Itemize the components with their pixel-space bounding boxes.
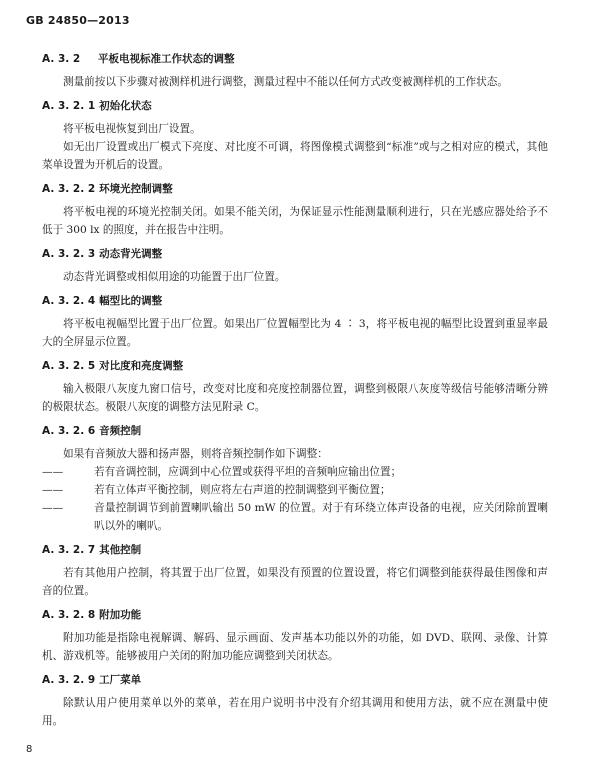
section-a-3-2-6 — [42, 424, 548, 535]
section-number: A. 3. 2. 6 — [42, 425, 96, 437]
section-heading — [42, 52, 548, 67]
paragraph: 输入极限八灰度九窗口信号，改变对比度和亮度控制器位置，调整到极限八灰度等级信号能够清晰分辨的极限状态。极限八灰度的调整方法见附录 C。 — [42, 383, 548, 413]
paragraph: 除默认用户使用菜单以外的菜单，若在用户说明书中没有介绍其调用和使用方法，就不应在测量中使用。 — [42, 697, 548, 727]
list-item-text: 若有立体声平衡控制，则应将左右声道的控制调整到平衡位置； — [94, 484, 391, 496]
dash-marker: —— — [42, 502, 64, 514]
dash-marker: —— — [42, 484, 64, 496]
dash-marker: —— — [42, 466, 64, 478]
section-title: 环境光控制调整 — [99, 183, 173, 195]
section-a-3-2-1 — [42, 99, 548, 174]
paragraph: 将平板电视恢复到出厂设置。 — [63, 123, 201, 135]
section-heading — [42, 543, 548, 558]
section-heading — [42, 424, 548, 439]
section-title: 幅型比的调整 — [99, 295, 163, 307]
list-item-text: 音量控制调节到前置喇叭输出 50 mW 的位置。对于有环绕立体声设备的电视，应关闭除前置喇叭以外的喇叭。 — [94, 502, 548, 532]
section-a-3-2-9 — [42, 673, 548, 730]
section-a-3-2-2 — [42, 182, 548, 239]
paragraph: 如无出厂设置或出厂模式下亮度、对比度不可调，将图像模式调整到“标准”或与之相对应的模式，其他菜单设置为开机后的设置。 — [42, 141, 548, 171]
section-heading — [42, 182, 548, 197]
section-heading — [42, 247, 548, 262]
section-heading — [42, 99, 548, 114]
section-number: A. 3. 2. 3 — [42, 248, 96, 260]
paragraph: 若有其他用户控制，将其置于出厂位置，如果没有预置的位置设置，将它们调整到能获得最佳图像和声音的位置。 — [42, 567, 548, 597]
page-number: 8 — [26, 744, 33, 755]
paragraph: 将平板电视的环境光控制关闭。如果不能关闭，为保证显示性能测量顺利进行，只在光感应器处给予不低于 300 lx 的照度，并在报告中注明。 — [42, 206, 548, 236]
section-a-3-2-3 — [42, 247, 548, 286]
standard-code-header: GB 24850—2013 — [26, 14, 130, 27]
section-a-3-2-7 — [42, 543, 548, 600]
section-a-3-2 — [42, 52, 548, 91]
section-number: A. 3. 2. 7 — [42, 544, 96, 556]
document-body — [42, 52, 548, 730]
section-heading — [42, 359, 548, 374]
section-title: 平板电视标准工作状态的调整 — [98, 53, 235, 65]
section-title: 动态背光调整 — [99, 248, 163, 260]
section-title: 音频控制 — [99, 425, 142, 437]
section-number: A. 3. 2. 1 — [42, 100, 96, 112]
list-item — [42, 463, 548, 481]
list-item — [42, 499, 548, 535]
section-a-3-2-8 — [42, 608, 548, 665]
section-title: 对比度和亮度调整 — [99, 360, 184, 372]
paragraph: 动态背光调整或相似用途的功能置于出厂位置。 — [63, 271, 286, 283]
section-number: A. 3. 2. 9 — [42, 674, 96, 686]
section-title: 初始化状态 — [99, 100, 152, 112]
list-item-text: 若有音调控制，应调到中心位置或获得平坦的音频响应输出位置； — [94, 466, 402, 478]
paragraph: 测量前按以下步骤对被测样机进行调整，测量过程中不能以任何方式改变被测样机的工作状态。 — [63, 76, 508, 88]
section-a-3-2-4 — [42, 294, 548, 351]
paragraph: 将平板电视幅型比置于出厂位置。如果出厂位置幅型比为 4 ∶ 3，将平板电视的幅型比设置到重显率最大的全屏显示位置。 — [42, 318, 548, 348]
section-heading — [42, 673, 548, 688]
section-title: 工厂菜单 — [99, 674, 142, 686]
audio-adjustment-list — [42, 463, 548, 535]
section-number: A. 3. 2. 2 — [42, 183, 96, 195]
paragraph: 如果有音频放大器和扬声器，则将音频控制作如下调整： — [63, 448, 328, 460]
section-number: A. 3. 2. 4 — [42, 295, 96, 307]
section-number: A. 3. 2. 8 — [42, 609, 96, 621]
section-number: A. 3. 2 — [42, 53, 81, 65]
section-heading — [42, 294, 548, 309]
section-title: 其他控制 — [99, 544, 142, 556]
paragraph: 附加功能是指除电视解调、解码、显示画面、发声基本功能以外的功能，如 DVD、联网、录像、计算机、游戏机等。能够被用户关闭的附加功能应调整到关闭状态。 — [42, 632, 548, 662]
list-item — [42, 481, 548, 499]
section-title: 附加功能 — [99, 609, 142, 621]
section-heading — [42, 608, 548, 623]
section-a-3-2-5 — [42, 359, 548, 416]
section-number: A. 3. 2. 5 — [42, 360, 96, 372]
